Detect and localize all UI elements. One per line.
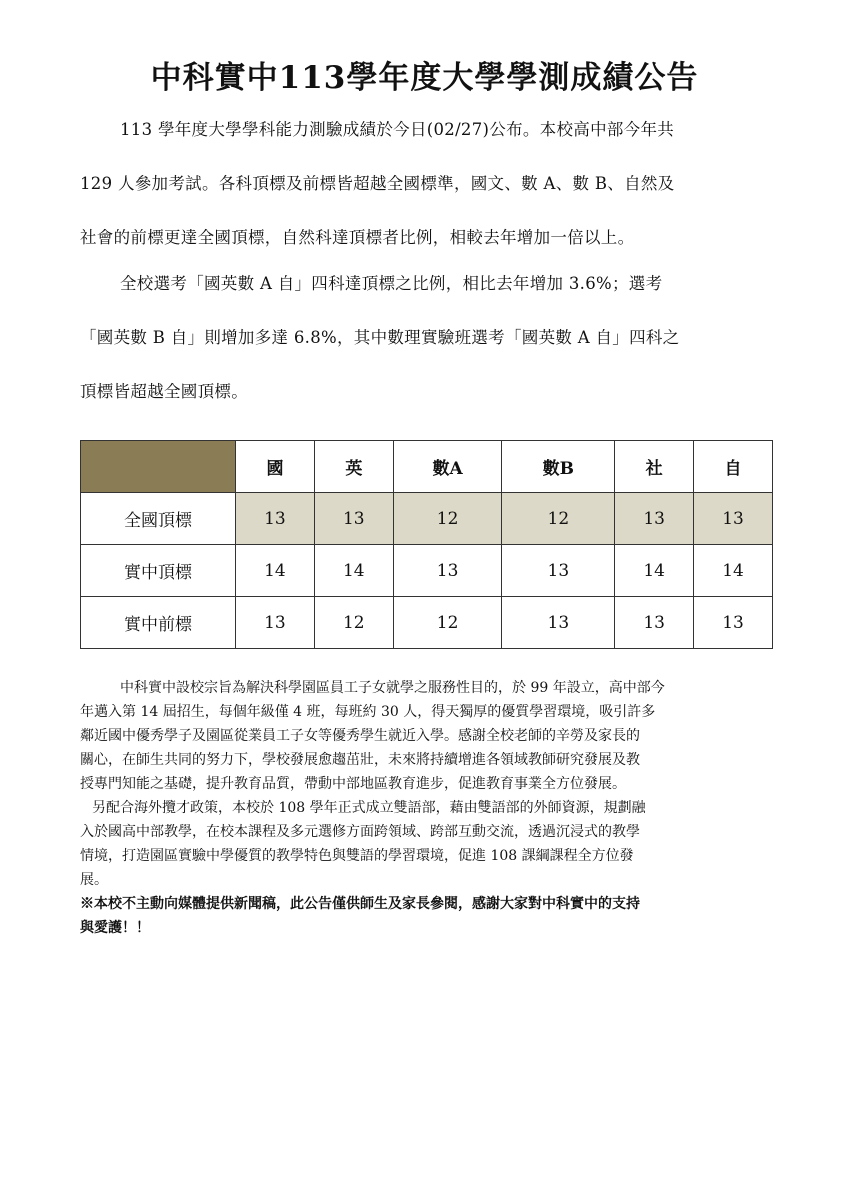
column-header: 國 <box>236 441 315 493</box>
score-table <box>80 440 773 649</box>
row-label: 實中前標 <box>81 597 236 649</box>
intro-paragraph-1 <box>80 118 770 280</box>
score-cell: 13 <box>314 493 393 545</box>
score-cell: 14 <box>694 545 773 597</box>
score-cell: 12 <box>393 493 502 545</box>
column-header: 英 <box>314 441 393 493</box>
paragraph-line: 全校選考「國英數 A 自」四科達頂標之比例，相比去年增加 3.6%；選考 <box>120 274 663 293</box>
row-label: 全國頂標 <box>81 493 236 545</box>
score-cell: 13 <box>694 493 773 545</box>
notes-line: 入於國高中部教學，在校本課程及多元選修方面跨領域、跨部互動交流，透過沉浸式的教學 <box>80 824 640 840</box>
column-header: 自 <box>694 441 773 493</box>
school-notes <box>80 676 770 940</box>
score-cell: 13 <box>236 493 315 545</box>
table-header-row <box>81 441 773 493</box>
table-corner-cell <box>81 441 236 493</box>
notes-line: 授專門知能之基礎，提升教育品質，帶動中部地區教育進步，促進教育事業全方位發展。 <box>80 776 626 792</box>
disclaimer-line: ※本校不主動向媒體提供新聞稿，此公告僅供師生及家長參閱，感謝大家對中科實中的支持 <box>80 896 640 912</box>
intro-paragraph-2 <box>80 272 770 434</box>
paragraph-line: 129 人參加考試。各科頂標及前標皆超越全國標準，國文、數 A、數 B、自然及 <box>80 174 675 193</box>
paragraph-line: 「國英數 B 自」則增加多達 6.8%，其中數理實驗班選考「國英數 A 自」四科之 <box>80 328 680 347</box>
notes-line: 展。 <box>80 872 108 888</box>
score-cell: 13 <box>502 545 615 597</box>
score-cell: 13 <box>615 597 694 649</box>
score-cell: 13 <box>502 597 615 649</box>
score-cell: 13 <box>236 597 315 649</box>
notes-line: 關心，在師生共同的努力下，學校發展愈趨茁壯，未來將持續增進各領域教師研究發展及教 <box>80 752 640 768</box>
column-header: 數B <box>502 441 615 493</box>
paragraph-line: 頂標皆超越全國頂標。 <box>80 382 248 401</box>
score-cell: 13 <box>615 493 694 545</box>
table-row <box>81 597 773 649</box>
paragraph-line: 113 學年度大學學科能力測驗成績於今日(02/27)公布。本校高中部今年共 <box>120 120 675 139</box>
notes-line: 情境，打造園區實驗中學優質的教學特色與雙語的學習環境，促進 108 課綱課程全方位發 <box>80 848 634 864</box>
notes-line: 年邁入第 14 屆招生，每個年級僅 4 班，每班約 30 人，得天獨厚的優質學習環境，吸引許多 <box>80 704 656 720</box>
table-row <box>81 545 773 597</box>
notes-line: 另配合海外攬才政策，本校於 108 學年正式成立雙語部，藉由雙語部的外師資源，規劃融 <box>92 800 646 816</box>
page-title: 中科實中113學年度大學學測成績公告 <box>150 60 699 96</box>
column-header: 數A <box>393 441 502 493</box>
score-cell: 14 <box>615 545 694 597</box>
score-cell: 14 <box>236 545 315 597</box>
disclaimer-line: 與愛護！！ <box>80 920 150 936</box>
row-label: 實中頂標 <box>81 545 236 597</box>
score-cell: 14 <box>314 545 393 597</box>
notes-line: 鄰近國中優秀學子及園區從業員工子女等優秀學生就近入學。感謝全校老師的辛勞及家長的 <box>80 728 640 744</box>
score-cell: 12 <box>314 597 393 649</box>
paragraph-line: 社會的前標更達全國頂標，自然科達頂標者比例，相較去年增加一倍以上。 <box>80 228 635 247</box>
column-header: 社 <box>615 441 694 493</box>
score-cell: 12 <box>393 597 502 649</box>
score-cell: 13 <box>694 597 773 649</box>
score-cell: 13 <box>393 545 502 597</box>
table-row <box>81 493 773 545</box>
score-cell: 12 <box>502 493 615 545</box>
notes-line: 中科實中設校宗旨為解決科學園區員工子女就學之服務性目的，於 99 年設立，高中部今 <box>120 680 665 696</box>
